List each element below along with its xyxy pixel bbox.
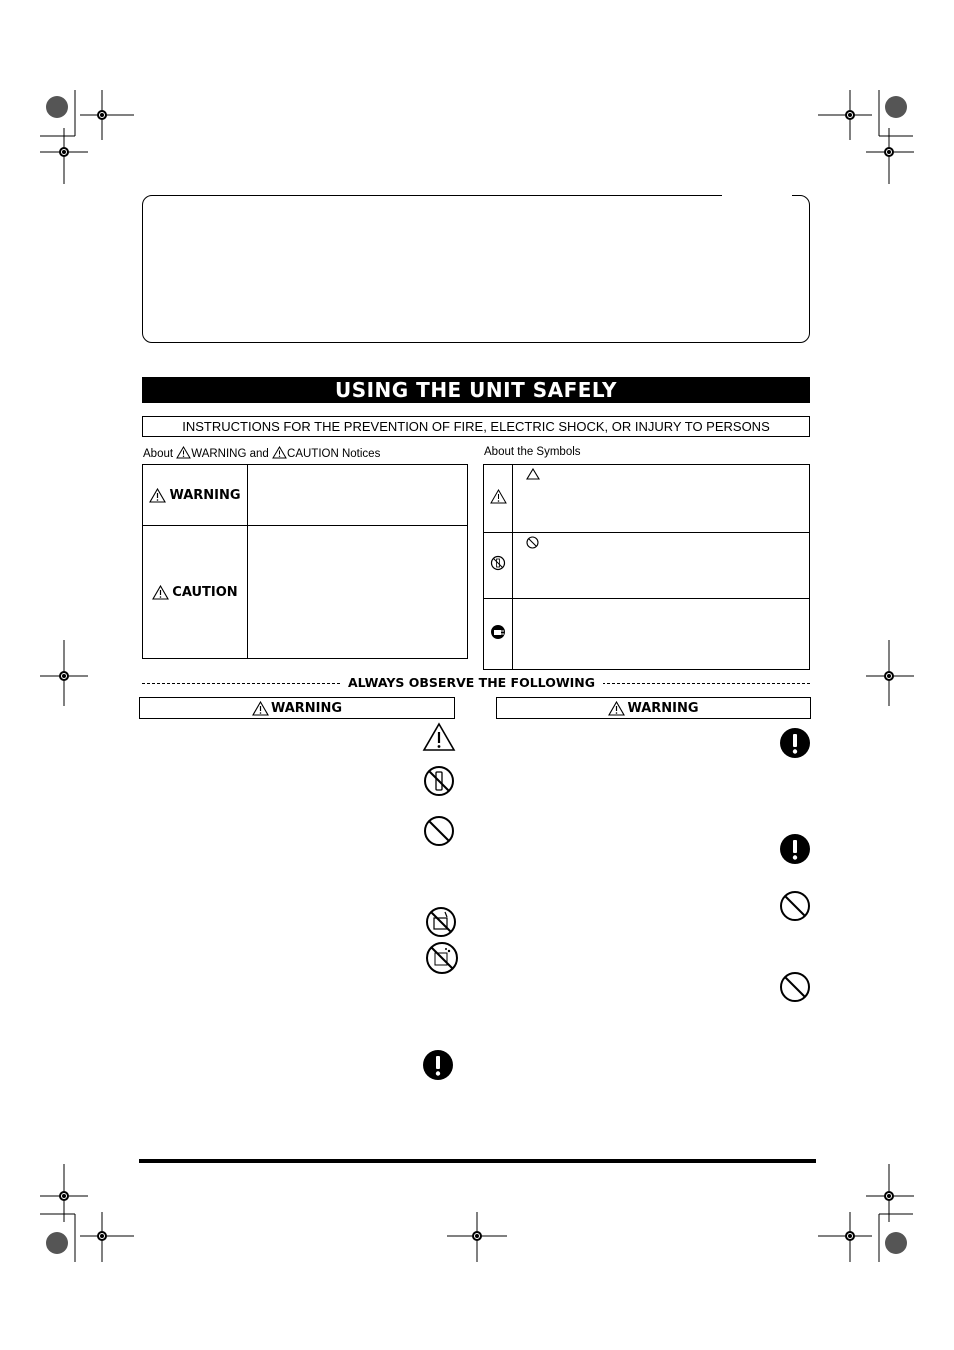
caption-caution-word: CAUTION (287, 448, 339, 460)
caption-prefix: About (143, 448, 174, 460)
mandatory-icon (779, 833, 811, 865)
symbol-row (484, 465, 810, 533)
caption-warning-word: WARNING (191, 448, 247, 460)
right-warning-header (496, 697, 811, 719)
notice-description-cell (248, 465, 468, 526)
warning-triangle-icon (152, 585, 169, 600)
no-water-icon (425, 906, 457, 938)
symbols-table (483, 464, 810, 670)
symbol-icon-cell (484, 465, 513, 533)
prohibition-circle-icon (526, 536, 539, 549)
symbol-description-cell (513, 599, 810, 670)
notice-box-gap (722, 190, 792, 200)
symbol-row (484, 599, 810, 670)
mandatory-icon (422, 1049, 454, 1081)
observe-heading: ALWAYS OBSERVE THE FOLLOWING (340, 675, 603, 691)
prohibited-icon (423, 815, 455, 847)
prohibited-icon (779, 971, 811, 1003)
symbol-row (484, 533, 810, 599)
notice-label-cell (143, 465, 248, 526)
unplug-icon (490, 624, 506, 640)
caution-triangle-icon (490, 489, 507, 504)
warning-triangle-icon (149, 488, 166, 503)
symbol-icon-cell (484, 599, 513, 670)
notice-label: CAUTION (172, 584, 238, 600)
left-warning-header (139, 697, 455, 719)
notices-caption (143, 446, 380, 460)
right-warning-label: WARNING (627, 700, 699, 716)
do-not-disassemble-icon (490, 555, 506, 571)
do-not-disassemble-icon (423, 765, 455, 797)
symbol-description-cell (513, 465, 810, 533)
bottom-rule (139, 1159, 816, 1163)
warning-triangle-icon (252, 701, 269, 716)
caution-triangle-icon (422, 722, 456, 752)
left-warning-label: WARNING (270, 700, 343, 716)
caption-suffix: Notices (341, 448, 381, 460)
page-title: USING THE UNIT SAFELY (142, 377, 810, 403)
small-triangle-icon (526, 468, 540, 480)
warning-triangle-icon (176, 446, 191, 459)
notice-box (142, 195, 810, 343)
no-spill-icon (425, 941, 459, 975)
symbols-caption: About the Symbols (484, 446, 581, 458)
notice-description-cell (248, 526, 468, 659)
notice-label: WARNING (169, 487, 241, 503)
notice-row-warning (143, 465, 468, 526)
caution-triangle-icon (272, 446, 287, 459)
caption-and-word: and (249, 448, 269, 460)
mandatory-icon (779, 727, 811, 759)
symbol-icon-cell (484, 533, 513, 599)
notices-table (142, 464, 468, 659)
notice-row-caution (143, 526, 468, 659)
symbol-description-cell (513, 533, 810, 599)
page-subtitle: INSTRUCTIONS FOR THE PREVENTION OF FIRE, ELECTRIC SHOCK, OR INJURY TO PERSONS (142, 416, 810, 437)
warning-triangle-icon (608, 701, 625, 716)
notice-label-cell (143, 526, 248, 659)
prohibited-icon (779, 890, 811, 922)
